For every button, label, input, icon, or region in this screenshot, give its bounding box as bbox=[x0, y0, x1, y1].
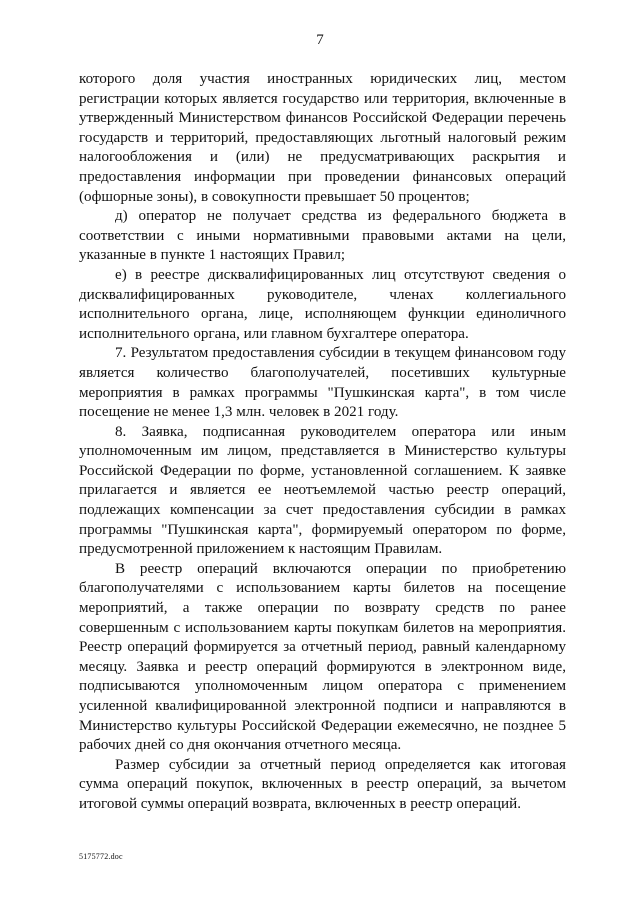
page-number: 7 bbox=[316, 32, 324, 48]
paragraph-subsidy-amount: Размер субсидии за отчетный период определяется как итоговая сумма операций покупок, включенных в реестр операций, за вычетом итоговой суммы операций возврата, включенных в реестр операций. bbox=[79, 756, 566, 812]
paragraph-7: 7. Результатом предоставления субсидии в текущем финансовом году является количество благополучателей, посетивших культурные мероприятия в рамках программы "Пушкинская карта", в том числе посещение не менее 1,3 млн. человек в 2021 году. bbox=[79, 345, 566, 421]
document-footer-filename: 5175772.doc bbox=[79, 852, 123, 861]
paragraph-item-e: е) в реестре дисквалифицированных лиц отсутствуют сведения о дисквалифицированных руководителе, членах коллегиального исполнительного органа, лице, исполняющем функции единоличного исполнительного органа, или главном бухгалтере оператора. bbox=[79, 266, 566, 342]
paragraph-registry-operations: В реестр операций включаются операции по приобретению благополучателями с использованием карты билетов на посещение мероприятий, а также операции по возврату средств по ранее совершенным с использованием карты покупкам билетов на мероприятия. Реестр операций формируется за отчетный период, равный календарному месяцу. Заявка и реестр операций формируются в электронном виде, подписываются уполномоченным лицом оператора с применением усиленной квалифицированной электронной подписи и направляются в Министерство культуры Российской Федерации ежемесячно, не позднее 5 рабочих дней со дня окончания отчетного месяца. bbox=[79, 560, 566, 754]
paragraph-8: 8. Заявка, подписанная руководителем оператора или иным уполномоченным им лицом, представляется в Министерство культуры Российской Федерации по форме, установленной соглашением. К заявке прилагается и является ее неотъемлемой частью реестр операций, подлежащих компенсации за счет предоставления субсидии в рамках программы "Пушкинская карта", формируемый оператором по форме, предусмотренной приложением к настоящим Правилам. bbox=[79, 423, 566, 558]
document-body bbox=[79, 70, 566, 815]
paragraph-continuation-offshore: которого доля участия иностранных юридических лиц, местом регистрации которых является государство или территория, включенные в утвержденный Министерством финансов Российской Федерации перечень государств и территорий, предоставляющих льготный налоговый режим налогообложения и (или) не предусматривающих раскрытия и предоставления информации при проведении финансовых операций (офшорные зоны), в совокупности превышает 50 процентов; bbox=[79, 71, 566, 205]
paragraph-item-d: д) оператор не получает средства из федерального бюджета в соответствии с иными нормативными правовыми актами на цели, указанные в пункте 1 настоящих Правил; bbox=[79, 208, 566, 264]
